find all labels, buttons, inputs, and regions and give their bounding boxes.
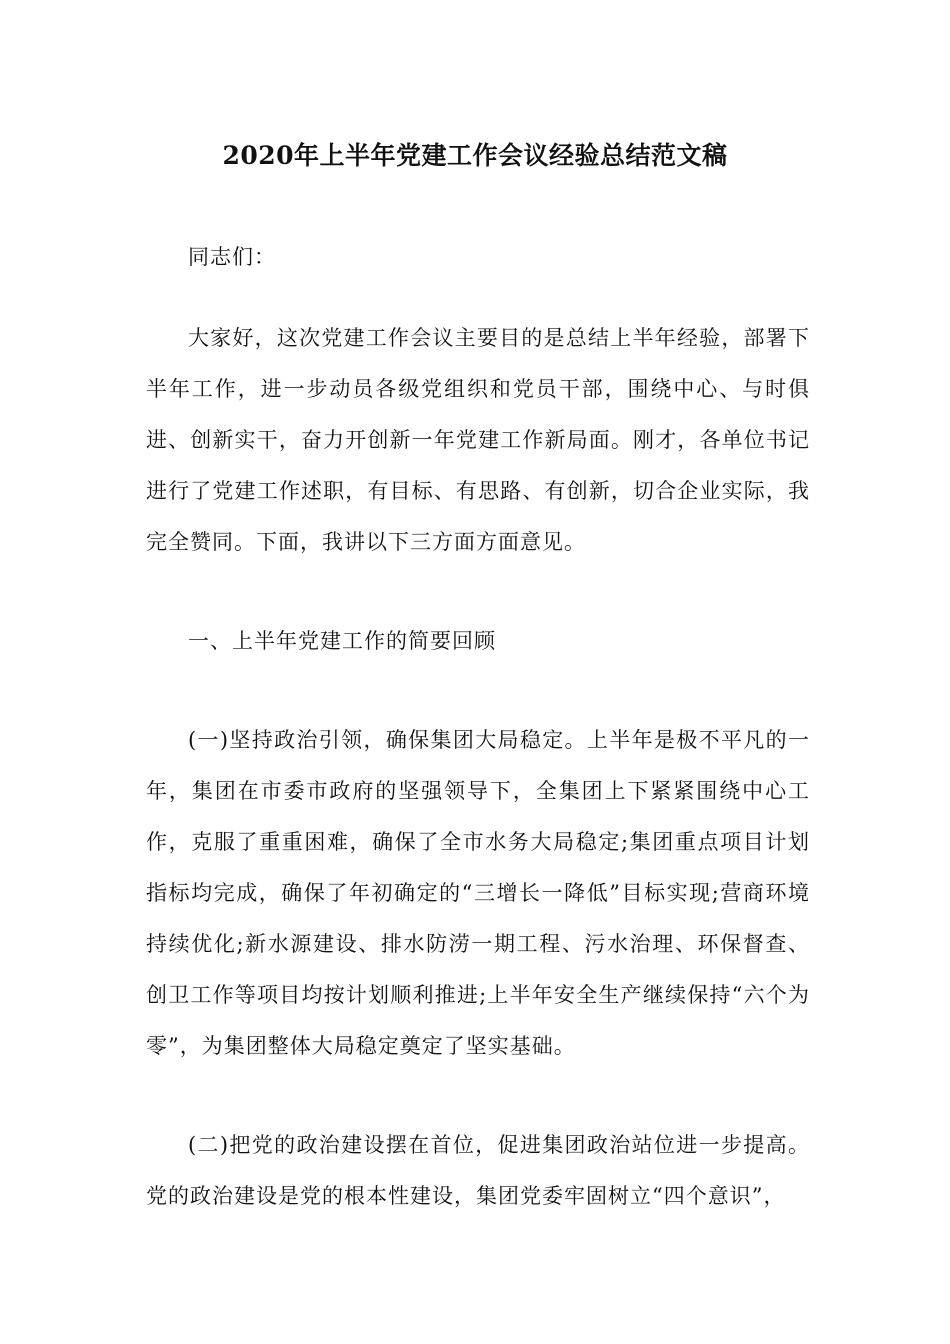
intro-paragraph: 大家好，这次党建工作会议主要目的是总结上半年经验，部署下半年工作，进一步动员各级党组织和党员干部，围绕中心、与时俱进、创新实干，奋力开创新一年党建工作新局面。刚才，各单位书记进行了党建工作述职，有目标、有思路、有创新，切合企业实际，我完全赞同。下面，我讲以下三方面方面意见。 (146, 326, 810, 554)
body-paragraph: (二)把党的政治建设摆在首位，促进集团政治站位进一步提高。党的政治建设是党的根本性建设，集团党委牢固树立“四个意识”， (146, 1133, 810, 1208)
document-title: 2020年上半年党建工作会议经验总结范文稿 (222, 141, 728, 170)
document-body (146, 232, 810, 1270)
body-paragraph: (一)坚持政治引领，确保集团大局稳定。上半年是极不平凡的一年，集团在市委市政府的坚强领导下，全集团上下紧紧围绕中心工作，克服了重重困难，确保了全市水务大局稳定;集团重点项目计划指标均完成，确保了年初确定的“三增长一降低”目标实现;营商环境持续优化;新水源建设、排水防涝一期工程、污水治理、环保督查、创卫工作等项目均按计划顺利推进;上半年安全生产继续保持“六个为零”，为集团整体大局稳定奠定了坚实基础。 (146, 728, 810, 1058)
section-heading: 一、上半年党建工作的简要回顾 (188, 629, 496, 653)
greeting-paragraph: 同志们： (188, 245, 276, 269)
